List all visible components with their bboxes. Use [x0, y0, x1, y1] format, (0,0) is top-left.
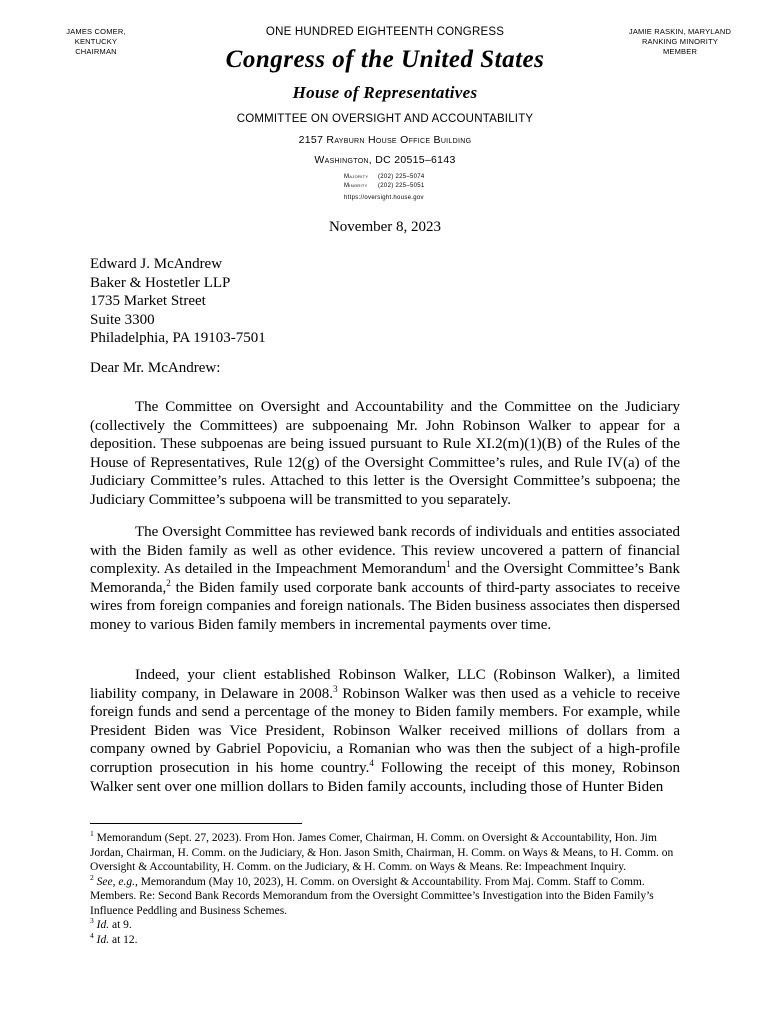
- house-title: House of Representatives: [292, 83, 478, 102]
- footnote-ref-3[interactable]: 3: [333, 683, 338, 694]
- footnote-ref-1[interactable]: 1: [446, 559, 451, 570]
- footnote-2-number: 2: [90, 872, 94, 882]
- footnote-ref-4[interactable]: 4: [369, 757, 374, 768]
- minority-label: Minority: [344, 183, 368, 189]
- majority-phone-row: [344, 173, 425, 182]
- recipient-address: [90, 255, 266, 348]
- committee-name: COMMITTEE ON OVERSIGHT AND ACCOUNTABILITY: [236, 113, 534, 125]
- minority-phone-row: [344, 182, 425, 191]
- letter-date: November 8, 2023: [328, 219, 442, 235]
- recipient-street: 1735 Market Street: [90, 293, 206, 310]
- footnote-2: [90, 872, 680, 919]
- website: https://oversight.house.gov: [344, 195, 424, 201]
- footnote-3: [90, 918, 680, 933]
- recipient-firm: Baker & Hostetler LLP: [90, 274, 231, 291]
- salutation: Dear Mr. McAndrew:: [90, 360, 221, 376]
- footnote-divider: [90, 823, 302, 824]
- minority-phone: (202) 225–5051: [378, 183, 425, 189]
- paragraph-3: [90, 666, 680, 796]
- building-address: 2157 Rayburn House Office Building: [298, 134, 472, 146]
- footnotes: [90, 831, 680, 947]
- majority-label: Majority: [344, 174, 369, 180]
- footnote-1-text: Memorandum (Sept. 27, 2023). From Hon. James Comer, Chairman, H. Comm. on Oversight & Accountability, Hon. Jim Jordan, Chairman, H. Comm. on the Judiciary, & Hon. Jason Smith, Chairman, H. Comm. on Ways & Means, to H. Comm. on Oversight & Accountability, H. Comm. on the Judiciary, & H. Comm. on Ways & Means. Re: Impeachment Inquiry.: [90, 832, 674, 873]
- chairman-title: CHAIRMAN: [75, 47, 117, 56]
- footnote-1: [90, 831, 680, 875]
- paragraph-3-text-b: Robinson Walker was then used as a vehicle to receive foreign funds and send a percentage of the money to Biden family members. For example, while President Biden was Vice President, Robinson Walker received millions of dollars from a company owned by Gabriel Popoviciu, a Romanian who was then the subject of a high-profile corruption prosecution in his home country.: [90, 685, 680, 776]
- footnote-2-signal: See, e.g.: [93, 875, 135, 888]
- majority-phone: (202) 225–5074: [378, 174, 425, 180]
- congress-number: ONE HUNDRED EIGHTEENTH CONGRESS: [265, 26, 505, 38]
- footnote-3-number: 3: [90, 916, 94, 926]
- recipient-name: Edward J. McAndrew: [90, 256, 223, 272]
- paragraph-1: [90, 398, 680, 510]
- paragraph-2-text-b: and the Oversight Committee’s Bank Memoranda,: [90, 561, 680, 596]
- congress-title: Congress of the United States: [225, 46, 545, 73]
- footnote-4-text: at 12.: [109, 933, 138, 946]
- phone-numbers: [344, 173, 425, 191]
- paragraph-1-text: The Committee on Oversight and Accountability and the Committee on the Judiciary (collectively the Committees) are subpoenaing Mr. John Robinson Walker to appear for a deposition. These subpoenas are being issued pursuant to Rule XI.2(m)(1)(B) of the Rules of the House of Representatives, Rule 12(g) of the Oversight Committee’s rules, and Rule IV(a) of the Judiciary Committee’s rules. Attached to this letter is the Oversight Committee’s subpoena; the Judiciary Committee’s subpoena will be transmitted to you separately.: [90, 399, 680, 508]
- paragraph-2-text-c: the Biden family used corporate bank accounts of third-party associates to receive wires from foreign companies and foreign nationals. The Biden business associates then dispersed money to various Biden family members in incremental payments over time.: [90, 579, 680, 633]
- paragraph-2: [90, 523, 680, 635]
- footnote-4: [90, 930, 680, 948]
- footnote-3-signal: Id.: [93, 919, 110, 931]
- footnote-1-number: 1: [90, 829, 94, 839]
- paragraph-2-text-a: The Oversight Committee has reviewed bank records of individuals and entities associated with the Biden family as well as other evidence. This review uncovered a pattern of financial complexity. As detailed in the Impeachment Memorandum: [90, 524, 680, 578]
- city-address: Washington, DC 20515–6143: [314, 154, 456, 166]
- chairman-name: JAMES COMER, KENTUCKY: [66, 27, 126, 46]
- paragraph-3-text-a: Indeed, your client established Robinson Walker, LLC (Robinson Walker), a limited liability company, in Delaware in 2008.: [90, 667, 680, 702]
- footnote-ref-2[interactable]: 2: [166, 577, 171, 588]
- recipient-suite: Suite 3300: [90, 311, 155, 328]
- ranking-member-name: JAMIE RASKIN, MARYLAND: [628, 27, 732, 36]
- footnote-4-signal: Id.: [93, 933, 110, 946]
- recipient-city: Philadelphia, PA 19103-7501: [90, 330, 266, 347]
- footnote-3-text: at 9.: [109, 919, 132, 931]
- paragraph-3-text-c: Following the receipt of this money, Robinson Walker sent over one million dollars to Biden family accounts, including those of Hunter Biden: [90, 759, 680, 795]
- footnote-2-text: , Memorandum (May 10, 2023), H. Comm. on Oversight & Accountability. From Maj. Comm. Staff to Comm. Members. Re: Second Bank Records Memorandum from the Oversight Committee’s Investigation into the Biden Family’s Influence Peddling and Business Schemes.: [90, 875, 654, 917]
- footnote-4-number: 4: [90, 930, 94, 940]
- ranking-member-title: RANKING MINORITY MEMBER: [641, 37, 719, 56]
